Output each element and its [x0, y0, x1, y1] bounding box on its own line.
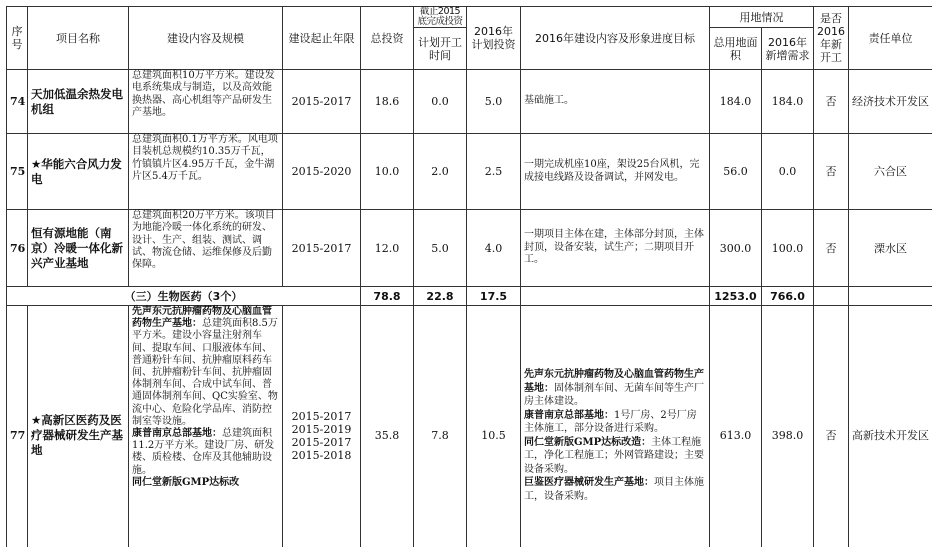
- row-periods: [283, 306, 361, 547]
- section-label: （三）生物医药（3个）: [7, 287, 361, 306]
- row-new-start: 否: [814, 210, 849, 287]
- content-text-1: 总建筑面积8.5万平方米。建设小容量注射剂车间、提取车间、口服液体车间、普通粉针车间、抗肿瘤原料药车间、抗肿瘤粉针车间、抗肿瘤固体制剂车间、合成中试车间、普通固体制剂车间、QC实验室、物流中心、危险化学品库、消防控制室等设施。: [132, 318, 278, 427]
- row-total: 18.6: [361, 70, 414, 134]
- header-content: 建设内容及规模: [129, 7, 283, 70]
- header-planned-start: 计划开工时间: [414, 28, 467, 70]
- row-seq: 74: [7, 70, 28, 134]
- section-progress-empty: [521, 287, 710, 306]
- progress-text-4: 项目主体施工，设备采购。: [524, 477, 704, 502]
- row-new-start: 否: [814, 306, 849, 547]
- row-content: [129, 306, 283, 547]
- row-name: ★华能六合风力发电: [28, 134, 129, 210]
- project-table: [6, 6, 932, 547]
- period-4: 2015-2018: [291, 448, 352, 462]
- header-unit: 责任单位: [849, 7, 933, 70]
- row-name: ★高新区医药及医疗器械研发生产基地: [28, 306, 129, 547]
- row-content: 总建筑面积20万平方米。该项目为地能冷暖一体化系统的研发、设计、生产、组装、测试、调试、物流仓储、运维保修及后勤保障。: [129, 210, 283, 287]
- section-invest2016: 17.5: [467, 287, 521, 306]
- header-land: 用地情况: [710, 7, 814, 28]
- row-land-new: 0.0: [762, 134, 814, 210]
- content-text-2: 总建筑面积11.2万平方米。建设厂房、研发楼、质检楼、仓库及其他辅助设施。: [132, 428, 275, 476]
- section-row: [7, 287, 933, 306]
- progress-head-4: 巨鉴医疗器械研发生产基地：: [524, 477, 654, 488]
- row-total: 12.0: [361, 210, 414, 287]
- row-period: 2015-2020: [283, 134, 361, 210]
- section-new-start-empty: [814, 287, 849, 306]
- row-unit: 六合区: [849, 134, 933, 210]
- header-new-start: 是否2016年新开工: [814, 7, 849, 70]
- period-1: 2015-2017: [291, 409, 352, 423]
- period-2: 2015-2019: [291, 422, 352, 436]
- row-progress2016: 基础施工。: [521, 70, 710, 134]
- table-row: [7, 134, 933, 210]
- header-name: 项目名称: [28, 7, 129, 70]
- progress-text-1: 固体制剂车间、无菌车间等生产厂房主体建设。: [524, 382, 704, 407]
- section-cumulative: 22.8: [414, 287, 467, 306]
- row-cumulative: 0.0: [414, 70, 467, 134]
- row-invest2016: 10.5: [467, 306, 521, 547]
- content-head-1: 先声东元抗肿瘤药物及心脑血管药物生产基地：: [132, 306, 272, 330]
- table-row: [7, 306, 933, 547]
- section-unit-empty: [849, 287, 933, 306]
- project-table-page: [6, 6, 932, 547]
- row-invest2016: 4.0: [467, 210, 521, 287]
- progress-text-2: 1号厂房、2号厂房主体施工，部分设备进行采购。: [524, 409, 697, 434]
- progress-head-1: 先声东元抗肿瘤药物及心脑血管药物生产基地：: [524, 369, 704, 394]
- row-invest2016: 5.0: [467, 70, 521, 134]
- header-period: 建设起止年限: [283, 7, 361, 70]
- row-unit: 经济技术开发区: [849, 70, 933, 134]
- row-period: 2015-2017: [283, 70, 361, 134]
- row-land-new: 100.0: [762, 210, 814, 287]
- row-progress2016: 一期完成机座10座，架设25台风机，完成接电线路及设备调试，并网发电。: [521, 134, 710, 210]
- section-land-total: 1253.0: [710, 287, 762, 306]
- table-row: [7, 70, 933, 134]
- content-head-2: 康普南京总部基地：: [132, 428, 222, 440]
- header-total: 总投资: [361, 7, 414, 70]
- row-land-total: 184.0: [710, 70, 762, 134]
- header-land-total: 总用地面积: [710, 28, 762, 70]
- row-land-total: 56.0: [710, 134, 762, 210]
- period-3: 2015-2017: [291, 435, 352, 449]
- header-seq: 序号: [7, 7, 28, 70]
- header-land-new: 2016年新增需求: [762, 28, 814, 70]
- row-unit: 溧水区: [849, 210, 933, 287]
- row-new-start: 否: [814, 134, 849, 210]
- table-row: [7, 210, 933, 287]
- row-period: 2015-2017: [283, 210, 361, 287]
- row-seq: 76: [7, 210, 28, 287]
- row-land-new: 398.0: [762, 306, 814, 547]
- row-land-total: 300.0: [710, 210, 762, 287]
- header-cumulative: 截止2015底完成投资: [414, 7, 467, 28]
- row-total: 10.0: [361, 134, 414, 210]
- section-total: 78.8: [361, 287, 414, 306]
- row-new-start: 否: [814, 70, 849, 134]
- row-progress2016: 一期项目主体在建，主体部分封顶，主体封顶，设备安装，试生产；二期项目开工。: [521, 210, 710, 287]
- header-invest2016: 2016年计划投资: [467, 7, 521, 70]
- row-invest2016: 2.5: [467, 134, 521, 210]
- row-content: 总建筑面积10万平方米。建设发电系统集成与制造，以及高效能换热器、高心机组等产品研发生产基地。: [129, 70, 283, 134]
- row-name: 恒有源地能（南京）冷暖一体化新兴产业基地: [28, 210, 129, 287]
- row-total: 35.8: [361, 306, 414, 547]
- row-content: 总建筑面积0.1万平方米。风电项目装机总规模约10.35万千瓦，竹镇镇片区4.95万千瓦，金牛湖片区5.4万千瓦。: [129, 134, 283, 210]
- row-cumulative: 2.0: [414, 134, 467, 210]
- content-head-3: 同仁堂新版GMP达标改: [132, 476, 240, 488]
- progress-head-2: 康普南京总部基地：: [524, 409, 614, 421]
- header-progress2016: 2016年建设内容及形象进度目标: [521, 7, 710, 70]
- row-name: 天加低温余热发电机组: [28, 70, 129, 134]
- row-seq: 77: [7, 306, 28, 547]
- header-row-1: [7, 7, 933, 28]
- section-land-new: 766.0: [762, 287, 814, 306]
- progress-head-3: 同仁堂新版GMP达标改造：: [524, 436, 652, 448]
- progress-text-3: 主体工程施工，净化工程施工；外网管路建设；主要设备采购。: [524, 436, 704, 475]
- row-cumulative: 7.8: [414, 306, 467, 547]
- row-land-new: 184.0: [762, 70, 814, 134]
- row-progress2016: [521, 306, 710, 547]
- row-seq: 75: [7, 134, 28, 210]
- row-unit: 高新技术开发区: [849, 306, 933, 547]
- row-land-total: 613.0: [710, 306, 762, 547]
- row-cumulative: 5.0: [414, 210, 467, 287]
